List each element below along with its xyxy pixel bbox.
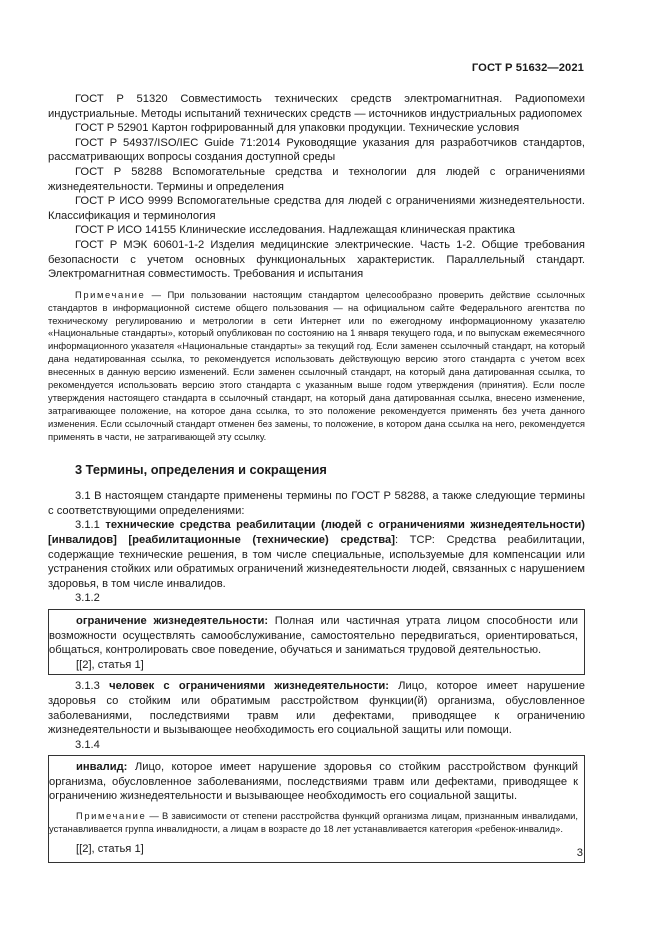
- term-number: 3.1.1: [75, 519, 100, 532]
- term-number-3-1-2: 3.1.2: [75, 592, 100, 605]
- term-3-1-3: [48, 679, 585, 737]
- term-number: 3.1.3: [75, 680, 100, 693]
- reference-item: ГОСТ Р ИСО 14155 Клинические исследования. Надлежащая клиническая практика: [75, 224, 515, 237]
- term-name: технические средства реабилитации (людей с ограничениями жизнедеятельности) [инвалидов] [реабилитационные (технические) средства]: [48, 519, 585, 546]
- term-name: ограничение жизнедеятельности:: [76, 614, 269, 627]
- term-name: человек с ограничениями жизнедеятельности:: [109, 680, 389, 693]
- reference-item: ГОСТ Р 51320 Совместимость технических средств электромагнитная. Радиопомехи индустриальные. Методы испытаний технических средств — источников индустриальных радиопомех: [48, 93, 585, 120]
- term-definition-block: [49, 760, 578, 804]
- clause-3-1: 3.1 В настоящем стандарте применены термины по ГОСТ Р 58288, а также следующие термины с соответствующими определениями:: [48, 490, 585, 517]
- reference-item: ГОСТ Р 58288 Вспомогательные средства и технологии для людей с ограничениями жизнедеятельности. Термины и определения: [48, 165, 585, 193]
- reference-item: ГОСТ Р ИСО 9999 Вспомогательные средства для людей с ограничениями жизнедеятельности. Классификация и терминология: [48, 195, 585, 222]
- section-heading: 3 Термины, определения и сокращения: [75, 461, 327, 477]
- reference-item: ГОСТ Р МЭК 60601-1-2 Изделия медицинские электрические. Часть 1-2. Общие требования безопасности с учетом основных функциональных характеристик. Параллельный стандарт. Электромагнитная совместимость. Требования и испытания: [48, 238, 585, 281]
- term-note: [49, 810, 578, 836]
- source-reference: [[2], статья 1]: [76, 658, 144, 671]
- reference-item: ГОСТ Р 54937/ISO/IEC Guide 71:2014 Руководящие указания для разработчиков стандартов, рассматривающих вопросы создания доступной среды: [48, 136, 585, 164]
- term-3-1-1: [48, 518, 585, 591]
- note-text: — При пользовании настоящим стандартом целесообразно проверить действие ссылочных стандартов в информационной системе общего пользования — на официальном сайте Федерального агентства по техническому регулированию и метрологии в сети Интернет или по ежегодному информационному указателю «Национальные стандарты», который опубликован по состоянию на 1 января текущего года, и по выпускам ежемесячного информационного указателя «Национальные стандарты» за текущий год. Если заменен ссылочный стандарт, на который дана недатированная ссылка, то рекомендуется использовать действующую версию этого стандарта с учетом всех внесенных в данную версию изменений. Если заменен ссылочный стандарт, на который дана датированная ссылка, то рекомендуется использовать версию этого стандарта с указанным выше годом утверждения (принятия). Если после утверждения настоящего стандарта в ссылочный стандарт, на который дана датированная ссылка, внесено изменение, затрагивающее положение, на которое дана ссылка, то это положение рекомендуется применять без учета данного изменения. Если ссылочный стандарт отменен без замены, то положение, в котором дана ссылка на него, рекомендуется применять в части, не затрагивающей эту ссылку.: [48, 288, 585, 442]
- normative-note: [48, 289, 585, 444]
- source-reference: [[2], статья 1]: [76, 842, 144, 855]
- document-code-header: ГОСТ Р 51632—2021: [471, 62, 584, 74]
- reference-item: ГОСТ Р 52901 Картон гофрированный для упаковки продукции. Технические условия: [75, 122, 520, 135]
- term-name: инвалид:: [76, 761, 128, 774]
- term-definition: Полная или частичная утрата лицом способности или возможности осуществлять самообслуживание, самостоятельно передвигаться, ориентироваться, общаться, контролировать свое поведение, обучаться и заниматься трудовой деятельностью.: [49, 614, 578, 657]
- page-number: 3: [576, 847, 583, 859]
- term-definition: Лицо, которое имеет нарушение здоровья со стойким или обратимым расстройством функции(й) организма, обусловленное заболеваниями, последствиями травм или дефектами, приводящее к ограничению жизнедеятельности и вызывающее необходимость его социальной защиты или помощи.: [48, 680, 585, 737]
- term-box-3-1-4: [48, 755, 585, 863]
- term-definition: Лицо, которое имеет нарушение здоровья со стойким расстройством функций организма, обусловленное заболеваниями, последствиями травм или дефектами, приводящее к ограничению жизнедеятельности и вызывающее необходимость его социальной защиты.: [49, 761, 578, 803]
- note-label: Примечание: [76, 810, 147, 822]
- page-content: [48, 92, 585, 863]
- note-label: Примечание: [75, 288, 146, 300]
- note-text: — В зависимости от степени расстройства функций организма лицам, признанным инвалидами, устанавливается группа инвалидности, а лицам в возрасте до 18 лет устанавливается категория «ребенок-инвалид».: [49, 810, 578, 834]
- term-number-3-1-4: 3.1.4: [75, 738, 100, 751]
- term-box-3-1-2: [48, 609, 585, 675]
- term-definition-block: [49, 614, 578, 658]
- term-definition: : ТСР: Средства реабилитации, содержащие технические решения, в том числе специальные, используемые для компенсации или устранения стойких или обратимых ограничений жизнедеятельности людей, связанных с нарушением здоровья, в том числе инвалидов.: [48, 533, 585, 590]
